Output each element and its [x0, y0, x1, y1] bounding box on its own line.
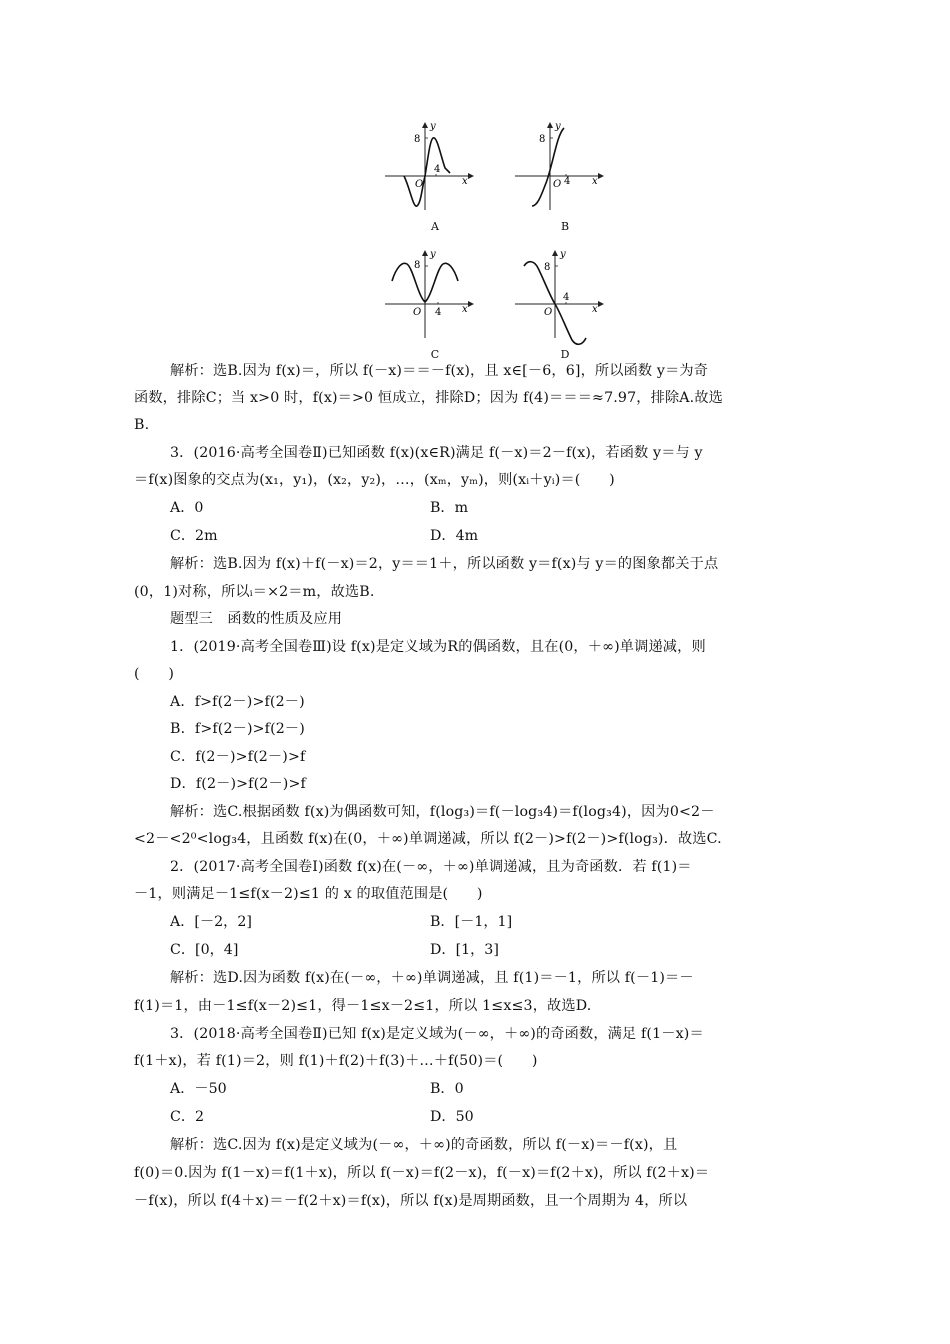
option-c: C．2m — [170, 528, 218, 544]
text-line: ＝f(x)图象的交点为(x₁，y₁)，(x₂，y₂)，…，(xₘ，yₘ)，则(xᵢ＋yᵢ)＝( ) — [134, 472, 615, 488]
graph-c-label: C — [430, 348, 440, 361]
graph-a — [380, 118, 490, 233]
text-line: 解析：选B.因为 f(x)＝，所以 f(－x)＝＝－f(x)，且 x∈[－6，6]，所以函数 y＝为奇 — [170, 363, 709, 379]
text-line: －1，则满足－1≤f(x－2)≤1 的 x 的取值范围是( ) — [134, 886, 483, 902]
option-c: C．2 — [170, 1109, 205, 1125]
graph-a-origin: O — [415, 179, 424, 190]
graph-d-x-tick: 4 — [563, 292, 570, 303]
graph-d-origin: O — [544, 307, 553, 318]
graph-c-x-tick: 4 — [435, 307, 442, 318]
graph-b-origin: O — [553, 179, 562, 190]
graph-d — [510, 246, 620, 361]
graph-d-label: D — [560, 348, 570, 361]
option-b: B．f>f(2－)>f(2－) — [170, 721, 305, 737]
option-b: B．[－1，1] — [430, 914, 513, 930]
graph-b-x-tick: 4 — [564, 176, 571, 187]
text-line: B. — [134, 417, 150, 433]
graph-d-x-label: x — [592, 304, 598, 315]
option-a: A．[－2，2] — [170, 914, 252, 930]
graph-c — [380, 246, 490, 361]
option-a: A．0 — [170, 500, 204, 516]
graph-c-x-label: x — [462, 304, 468, 315]
text-line: 函数，排除C；当 x>0 时，f(x)＝>0 恒成立，排除D；因为 f(4)＝＝＝≈7.97，排除A.故选 — [134, 390, 724, 406]
graph-c-origin: O — [413, 307, 422, 318]
question-2019: 1．(2019·高考全国卷Ⅲ)设 f(x)是定义域为R的偶函数，且在(0，＋∞)单调递减，则 — [170, 639, 706, 655]
graph-a-y-label: y — [430, 121, 436, 132]
question-2017: 2．(2017·高考全国卷Ⅰ)函数 f(x)在(－∞，＋∞)单调递减，且为奇函数．若 f(1)＝ — [170, 859, 692, 875]
text-line: －f(x)，所以 f(4＋x)＝－f(2＋x)＝f(x)，所以 f(x)是周期函数，且一个周期为 4，所以 — [134, 1193, 688, 1209]
text-line: f(1＋x)，若 f(1)＝2，则 f(1)＋f(2)＋f(3)＋…＋f(50)＝( ) — [134, 1053, 538, 1069]
graph-a-y-tick: 8 — [414, 134, 421, 145]
text-line: 解析：选B.因为 f(x)＋f(－x)＝2，y＝＝1＋，所以函数 y＝f(x)与 y＝的图象都关于点 — [170, 556, 719, 572]
text-line: f(0)＝0.因为 f(1－x)＝f(1＋x)，所以 f(－x)＝f(2－x)，f(－x)＝f(2＋x)，所以 f(2＋x)＝ — [134, 1165, 710, 1181]
answer-graphs — [380, 118, 610, 363]
option-d: D．50 — [430, 1109, 474, 1125]
graph-c-y-tick: 8 — [414, 260, 421, 271]
option-d: D．4m — [430, 528, 479, 544]
graph-b-y-tick: 8 — [539, 134, 546, 145]
graph-c-y-label: y — [430, 249, 436, 260]
graph-c-plot — [380, 246, 490, 346]
graph-a-x-label: x — [462, 176, 468, 187]
section-heading: 题型三 函数的性质及应用 — [170, 611, 343, 627]
graph-b-label: B — [560, 220, 570, 233]
text-line: <2－<2⁰<log₃4，且函数 f(x)在(0，＋∞)单调递减，所以 f(2－)>f(2－)>f(log₃)．故选C. — [134, 831, 722, 847]
text-line: 解析：选D.因为函数 f(x)在(－∞，＋∞)单调递减，且 f(1)＝－1，所以 f(－1)＝－ — [170, 970, 694, 986]
text-line: ( ) — [134, 666, 175, 682]
graph-b-y-label: y — [555, 121, 561, 132]
option-d: D．[1，3] — [430, 942, 499, 958]
graph-b-plot — [510, 118, 620, 218]
text-line: 解析：选C.根据函数 f(x)为偶函数可知，f(log₃)＝f(－log₃4)＝f(log₃4)，因为0<2－ — [170, 804, 715, 820]
graph-d-y-tick: 8 — [544, 262, 551, 273]
option-b: B．m — [430, 500, 469, 516]
option-c: C．f(2－)>f(2－)>f — [170, 749, 306, 765]
option-a: A．－50 — [170, 1081, 227, 1097]
text-line: f(1)＝1，由－1≤f(x－2)≤1，得－1≤x－2≤1，所以 1≤x≤3，故选D. — [134, 998, 592, 1014]
graph-b — [510, 118, 620, 233]
question-2016: 3．(2016·高考全国卷Ⅱ)已知函数 f(x)(x∈R)满足 f(－x)＝2－f(x)，若函数 y＝与 y — [170, 445, 703, 461]
graph-a-label: A — [431, 220, 439, 233]
option-d: D．f(2－)>f(2－)>f — [170, 776, 306, 792]
option-c: C．[0，4] — [170, 942, 239, 958]
graph-d-plot — [510, 246, 620, 346]
question-2018: 3．(2018·高考全国卷Ⅱ)已知 f(x)是定义域为(－∞，＋∞)的奇函数，满足 f(1－x)＝ — [170, 1026, 704, 1042]
graph-a-x-tick: 4 — [434, 164, 441, 175]
option-b: B．0 — [430, 1081, 464, 1097]
text-line: 解析：选C.因为 f(x)是定义域为(－∞，＋∞)的奇函数，所以 f(－x)＝－f(x)，且 — [170, 1137, 678, 1153]
graph-a-plot — [380, 118, 490, 218]
graph-b-x-label: x — [592, 176, 598, 187]
option-a: A．f>f(2－)>f(2－) — [170, 694, 305, 710]
text-line: (0，1)对称，所以ᵢ＝×2＝m，故选B. — [134, 584, 375, 600]
graph-d-y-label: y — [560, 249, 566, 260]
